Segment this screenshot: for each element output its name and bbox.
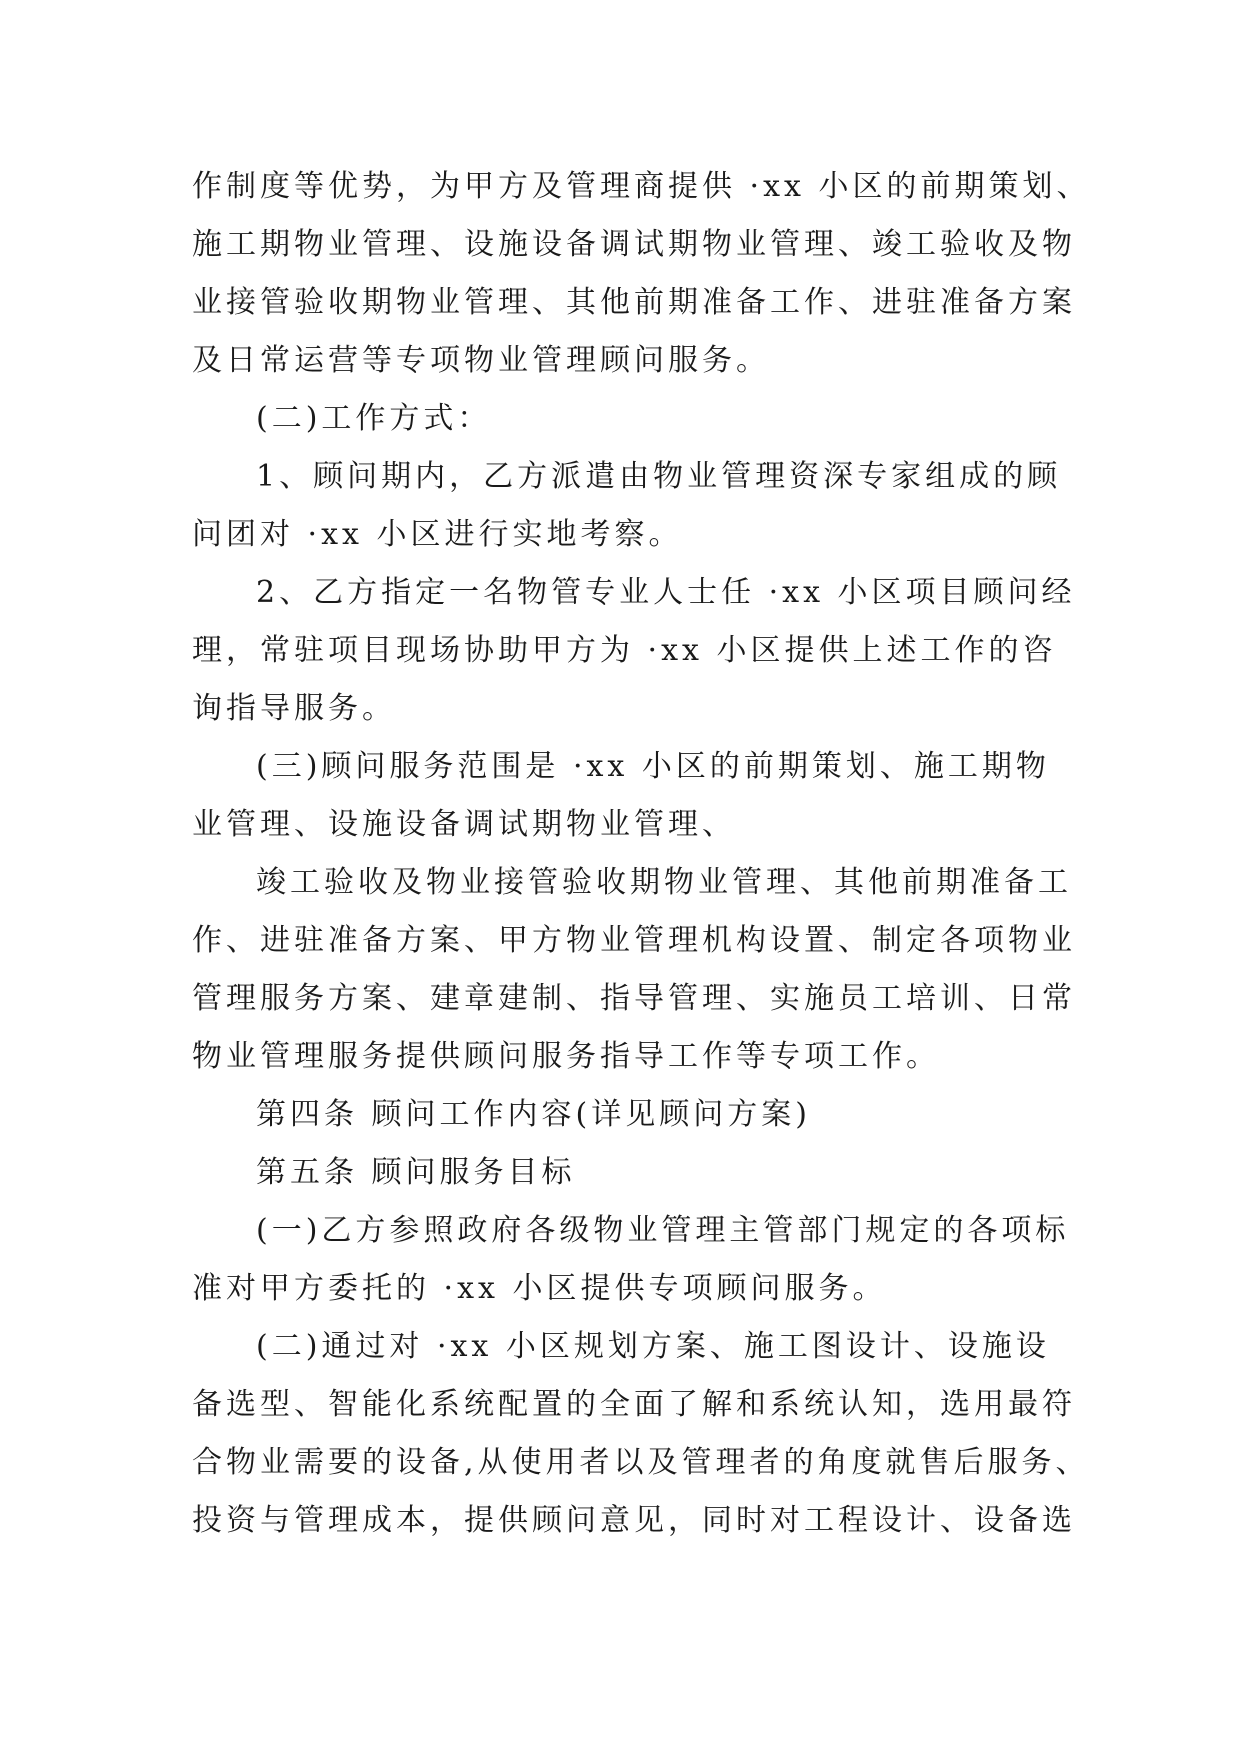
text-line: 作、进驻准备方案、甲方物业管理机构设置、制定各项物业 (192, 923, 1076, 958)
text-line: (一)乙方参照政府各级物业管理主管部门规定的各项标 (256, 1213, 1070, 1248)
text-line: 施工期物业管理、设施设备调试期物业管理、竣工验收及物 (192, 227, 1076, 262)
text-line: 管理服务方案、建章建制、指导管理、实施员工培训、日常 (192, 981, 1076, 1016)
text-line: 及日常运营等专项物业管理顾问服务。 (192, 343, 770, 378)
document-body (192, 158, 1091, 1550)
text-line: 业管理、设施设备调试期物业管理、 (192, 807, 736, 842)
text-line: 备选型、智能化系统配置的全面了解和系统认知，选用最符 (192, 1387, 1076, 1422)
text-line: 竣工验收及物业接管验收期物业管理、其他前期准备工 (256, 865, 1072, 900)
article-heading: 第五条 顾问服务目标 (256, 1155, 576, 1190)
text-line: 1、顾问期内，乙方派遣由物业管理资深专家组成的顾 (256, 459, 1062, 494)
text-line: 物业管理服务提供顾问服务指导工作等专项工作。 (192, 1039, 940, 1074)
text-line: 作制度等优势，为甲方及管理商提供 ·xx 小区的前期策划、 (192, 169, 1091, 204)
text-line: 合物业需要的设备,从使用者以及管理者的角度就售后服务、 (192, 1445, 1090, 1480)
text-line: 投资与管理成本，提供顾问意见，同时对工程设计、设备选 (192, 1503, 1076, 1538)
text-line: 问团对 ·xx 小区进行实地考察。 (192, 517, 683, 552)
section-heading: (二)工作方式： (256, 401, 492, 436)
text-line: 2、乙方指定一名物管专业人士任 ·xx 小区项目顾问经 (256, 575, 1076, 610)
text-line: 理，常驻项目现场协助甲方为 ·xx 小区提供上述工作的咨 (192, 633, 1057, 668)
text-line: 准对甲方委托的 ·xx 小区提供专项顾问服务。 (192, 1271, 887, 1306)
article-heading: 第四条 顾问工作内容(详见顾问方案) (256, 1097, 811, 1132)
text-line: 业接管验收期物业管理、其他前期准备工作、进驻准备方案 (192, 285, 1076, 320)
text-line: (二)通过对 ·xx 小区规划方案、施工图设计、设施设 (256, 1329, 1050, 1364)
text-line: (三)顾问服务范围是 ·xx 小区的前期策划、施工期物 (256, 749, 1050, 784)
text-line: 询指导服务。 (192, 691, 396, 726)
